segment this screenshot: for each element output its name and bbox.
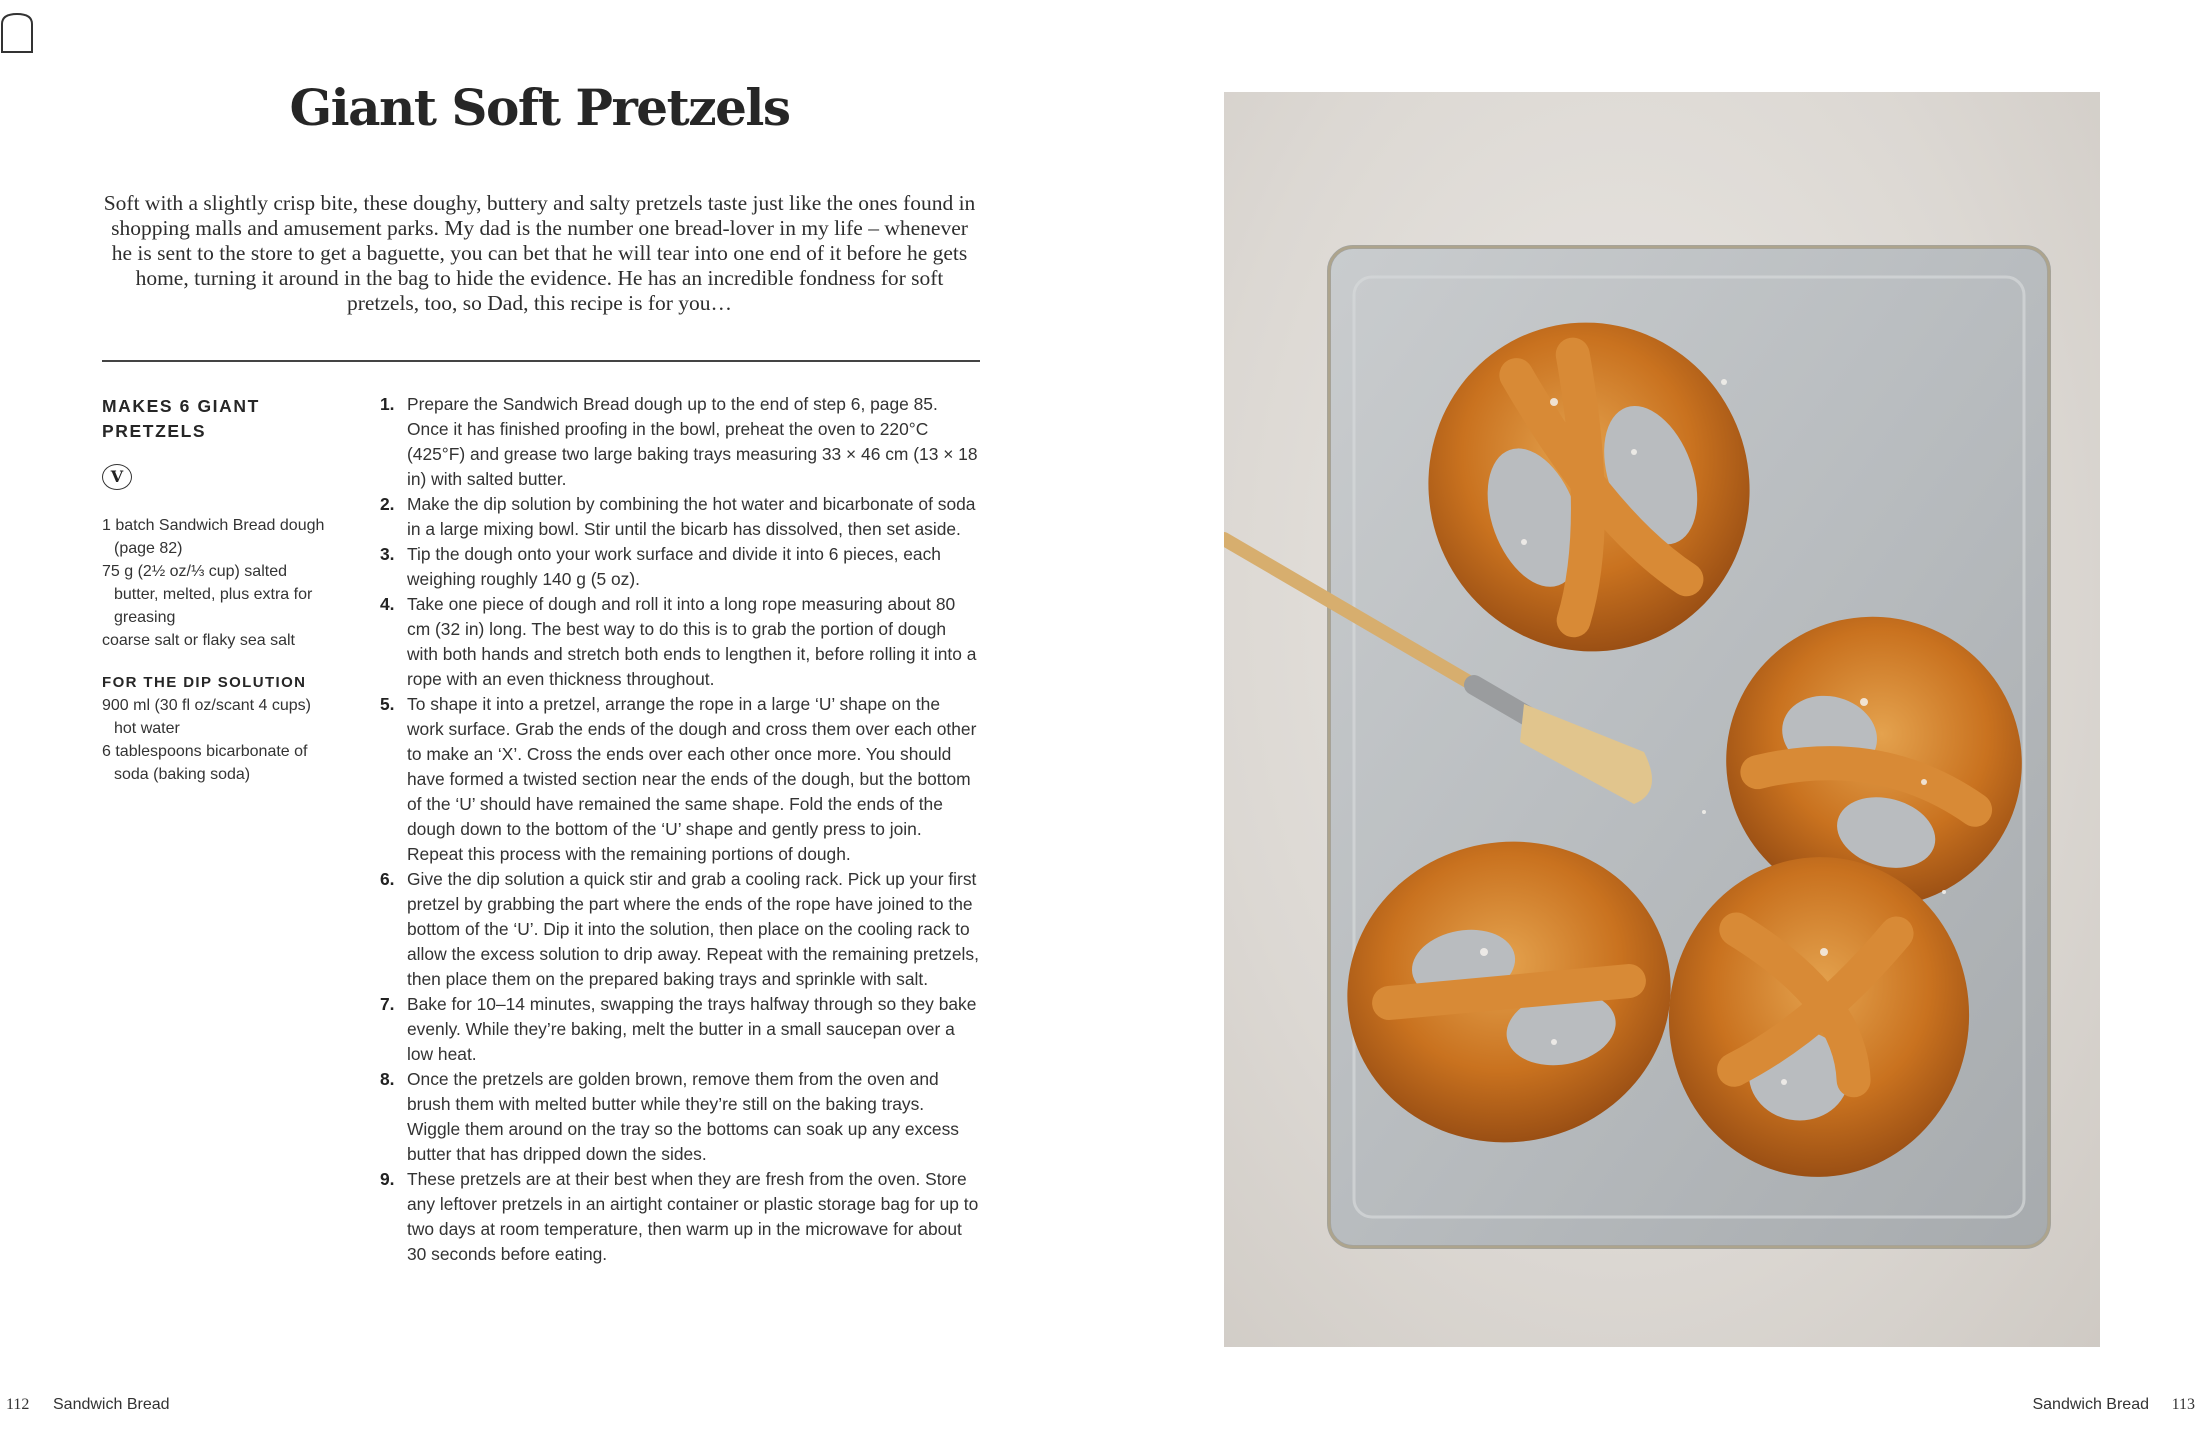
step-text: Prepare the Sandwich Bread dough up to the end of step 6, page 85. Once it has finished proofing in the bowl, preheat the oven to 220°C (425°F) and grease two large baking trays measuring 33 × 46 cm (13 × 18 in) with salted butter. (407, 394, 978, 489)
ingredients-panel (102, 394, 332, 786)
section-name-left: Sandwich Bread (53, 1396, 170, 1413)
section-divider (102, 360, 980, 362)
method-step (380, 1167, 980, 1267)
bread-slice-icon (0, 10, 34, 54)
step-text: Take one piece of dough and roll it into a long rope measuring about 80 cm (32 in) long. The best way to do this is to grab the portion of dough with both hands and stretch both ends to lengthen it, before rolling it into a rope with an even thickness throughout. (407, 594, 977, 689)
step-number: 8. (380, 1069, 395, 1089)
pretzel-tray-illustration (1224, 92, 2100, 1347)
page-number-right: 113 (2171, 1396, 2195, 1413)
step-number: 3. (380, 544, 395, 564)
step-number: 6. (380, 869, 395, 889)
method-step (380, 692, 980, 867)
yield-heading: MAKES 6 GIANT PRETZELS (102, 396, 260, 441)
ingredient-item: 1 batch Sandwich Bread dough (page 82) (102, 517, 325, 557)
step-number: 4. (380, 594, 395, 614)
pretzel-photo (1224, 92, 2100, 1347)
ingredient-item: 75 g (2½ oz/⅓ cup) salted butter, melted, plus extra for greasing (102, 563, 313, 626)
section-name-right: Sandwich Bread (2032, 1396, 2149, 1413)
method-step (380, 1067, 980, 1167)
page-number-left: 112 (6, 1396, 30, 1413)
step-text: These pretzels are at their best when they are fresh from the oven. Store any leftover pretzels in an airtight container or plastic storage bag for up to two days at room temperature, then warm up in the microwave for about 30 seconds before eating. (407, 1169, 979, 1264)
dip-solution-heading: FOR THE DIP SOLUTION (102, 674, 307, 691)
step-text: Make the dip solution by combining the hot water and bicarbonate of soda in a large mixing bowl. Stir until the bicarb has dissolved, then set aside. (407, 494, 976, 539)
method-step (380, 392, 980, 492)
step-number: 1. (380, 394, 395, 414)
method-step (380, 592, 980, 692)
ingredient-item: coarse salt or flaky sea salt (102, 632, 295, 649)
step-text: Give the dip solution a quick stir and grab a cooling rack. Pick up your first pretzel by grabbing the part where the ends of the rope have joined to the bottom of the ‘U’. Dip it into the solution, then place on the cooling rack to allow the excess solution to drip away. Repeat with the remaining pretzels, then place them on the prepared baking trays and sprinkle with salt. (407, 869, 979, 989)
ingredient-list (102, 514, 332, 652)
method-step (380, 492, 980, 542)
dip-ingredient-list (102, 694, 332, 786)
step-text: Once the pretzels are golden brown, remove them from the oven and brush them with melted butter while they’re still on the baking trays. Wiggle them around on the tray so the bottoms can soak up any excess butter that has dripped down the sides. (407, 1069, 959, 1164)
step-number: 2. (380, 494, 395, 514)
method-step (380, 542, 980, 592)
method-step (380, 992, 980, 1067)
step-text: To shape it into a pretzel, arrange the rope in a large ‘U’ shape on the work surface. Grab the ends of the dough and cross them over each other to make an ‘X’. Cross the ends over each other once more. You should have formed a twisted section near the ends of the dough, but the bottom of the ‘U’ should have remained the same shape. Fold the ends of the dough down to the bottom of the ‘U’ shape and gently press to join. Repeat this process with the remaining portions of dough. (407, 694, 977, 864)
method-step (380, 867, 980, 992)
step-text: Bake for 10–14 minutes, swapping the trays halfway through so they bake evenly. While they’re baking, melt the butter in a small saucepan over a low heat. (407, 994, 977, 1064)
ingredient-item: 900 ml (30 fl oz/scant 4 cups) hot water (102, 697, 311, 737)
step-number: 5. (380, 694, 395, 714)
page-title: Giant Soft Pretzels (289, 78, 790, 137)
recipe-intro: Soft with a slightly crisp bite, these doughy, buttery and salty pretzels taste just like the ones found in shopping malls and amusement parks. My dad is the number one bread-lover in my life – whenever he is sent to the store to get a baguette, you can bet that he will tear into one end of it before he gets home, turning it around in the bag to hide the evidence. He has an incredible fondness for soft pretzels, too, so Dad, this recipe is for you… (103, 191, 976, 315)
ingredient-item: 6 tablespoons bicarbonate of soda (baking soda) (102, 743, 308, 783)
step-number: 9. (380, 1169, 395, 1189)
step-number: 7. (380, 994, 395, 1014)
vegetarian-badge-icon: V (102, 464, 132, 490)
method-steps (380, 392, 980, 1267)
step-text: Tip the dough onto your work surface and divide it into 6 pieces, each weighing roughly 140 g (5 oz). (407, 544, 941, 589)
